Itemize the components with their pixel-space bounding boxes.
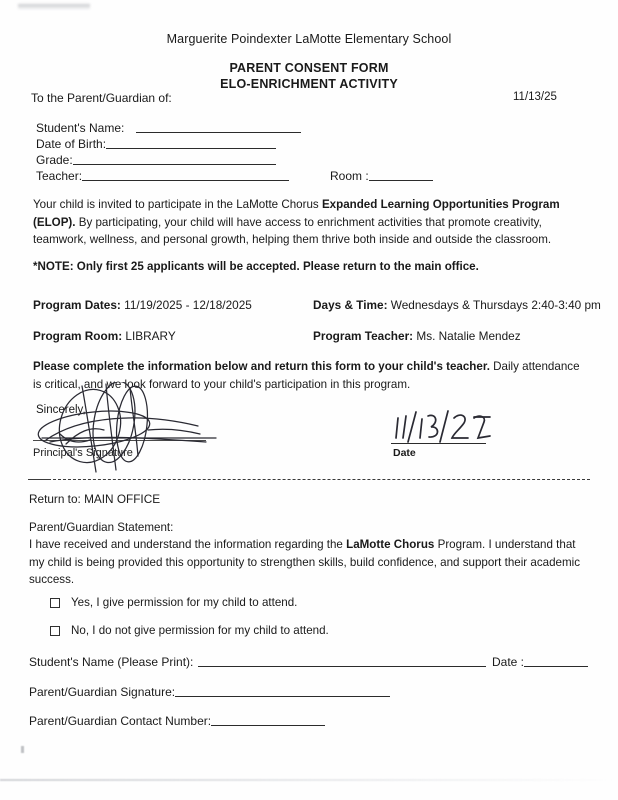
completion-instructions-bold: Please complete the information below and return this form to your child's teacher. [33,360,490,373]
parent-contact-field[interactable] [29,714,325,728]
addressed-to-label: To the Parent/Guardian of: [31,91,172,105]
sincerely-text: Sincerely, [36,404,86,416]
program-teacher [313,329,521,343]
program-teacher-label: Program Teacher: [313,329,414,343]
completion-instructions [33,358,585,393]
permission-option-no-label: No, I do not give permission for my child to attend. [71,624,329,637]
days-time-label: Days & Time: [313,298,388,312]
completion-instructions-rest: Daily attendance is critical, and we look forward to your child's participation in this program. [33,360,580,391]
scan-artifact-top [18,4,90,10]
parent-date-field[interactable] [492,655,588,669]
section-divider [28,479,590,481]
parent-contact-label: Parent/Guardian Contact Number: [29,714,212,728]
student-name-blank[interactable] [136,132,301,133]
parent-signature-field[interactable] [29,685,390,699]
date-of-birth-blank[interactable] [106,148,276,149]
principal-date-line [391,443,486,444]
principal-signature-caption: Principal's Signature [33,447,133,459]
parent-signature-label: Parent/Guardian Signature: [29,685,176,699]
statement-program-name: LaMotte Chorus [346,538,435,551]
student-name-label: Student's Name: [36,121,125,135]
program-teacher-value: Ms. Natalie Mendez [413,329,521,343]
teacher-blank[interactable] [82,180,289,181]
scan-artifact-bottom-line [0,779,618,781]
parent-date-label: Date : [492,655,525,669]
parent-date-blank[interactable] [524,666,588,667]
scan-artifact-speck [21,746,24,753]
program-days-time [313,298,601,312]
invite-program-name: Expanded Learning Opportunities Program (ELOP). [33,198,560,229]
program-dates-label: Program Dates: [33,298,121,312]
checkbox-no-icon[interactable] [50,626,60,636]
print-student-name-label: Student's Name (Please Print): [29,655,194,669]
room-field[interactable] [330,169,433,183]
date-of-birth-field[interactable] [36,137,276,151]
statement-text-2: Program. I understand that my child is being provided this opportunity to strengthen skills, build confidence, and support their academic success. [29,538,581,586]
program-dates [33,298,252,312]
student-name-field[interactable] [36,121,301,135]
invite-text-1: Your child is invited to participate in the LaMotte Chorus [33,198,322,211]
statement-text-1: I have received and understand the information regarding the [29,538,347,551]
principal-signature-line [33,440,206,441]
print-student-name-field[interactable] [29,655,486,669]
program-dates-value: 11/19/2025 - 12/18/2025 [120,298,252,312]
form-title-line2: ELO-ENRICHMENT ACTIVITY [220,77,398,91]
divider-solid-segment [28,479,50,480]
school-name: Marguerite Poindexter LaMotte Elementary School [166,32,452,46]
room-label: Room : [330,169,369,183]
return-to-text: Return to: MAIN OFFICE [29,492,161,506]
header-date: 11/13/25 [513,91,557,103]
parent-signature-blank[interactable] [175,696,390,697]
teacher-label: Teacher: [36,169,83,183]
applicant-limit-note: *NOTE: Only first 25 applicants will be accepted. Please return to the main office. [33,260,479,273]
parent-guardian-statement-body [29,536,581,589]
days-time-value: Wednesdays & Thursdays 2:40-3:40 pm [387,298,601,312]
permission-option-yes[interactable] [50,596,297,609]
principal-date-handwriting [386,406,496,448]
date-of-birth-label: Date of Birth: [36,137,107,151]
parent-guardian-statement-heading: Parent/Guardian Statement: [29,521,174,534]
principal-date-caption: Date [393,447,416,459]
checkbox-yes-icon[interactable] [50,598,60,608]
form-title-line1: PARENT CONSENT FORM [229,61,389,75]
invitation-paragraph [33,196,581,249]
program-room [33,329,176,343]
grade-blank[interactable] [73,164,276,165]
principal-signature-handwriting [20,382,250,474]
program-room-label: Program Room: [33,329,123,343]
divider-dashed-segment [48,479,590,480]
grade-field[interactable] [36,153,276,167]
teacher-field[interactable] [36,169,289,183]
parent-contact-blank[interactable] [211,725,325,726]
permission-option-yes-label: Yes, I give permission for my child to attend. [71,596,298,609]
print-student-name-blank[interactable] [198,666,486,667]
room-blank[interactable] [369,180,433,181]
program-room-value: LIBRARY [122,329,176,343]
grade-label: Grade: [36,153,73,167]
invite-text-2: By participating, your child will have access to enrichment activities that promote creativity, teamwork, wellness, and personal growth, helping them thrive both inside and outside the classroom. [33,215,552,246]
permission-option-no[interactable] [50,624,329,637]
